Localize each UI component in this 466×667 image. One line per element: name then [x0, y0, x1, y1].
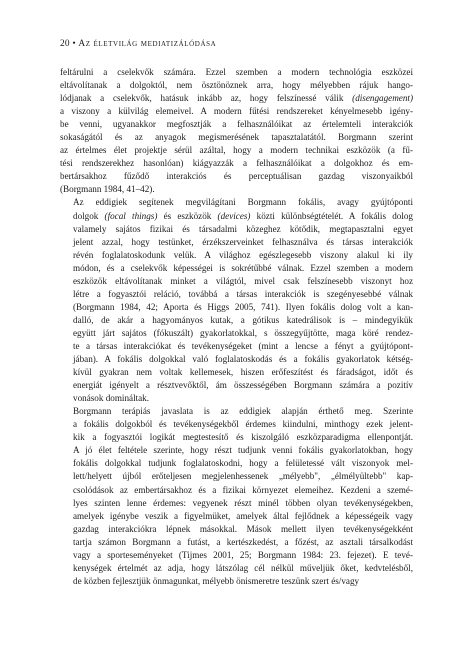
text-line: de közben fejlesztjük önmagunkat, mélyebb önismeretre teszünk szert és/vagy: [73, 575, 360, 586]
text-line: eszközök eltávolítanak minket a világtól, mivel csak felszínesebb viszonyt hoz: [73, 275, 413, 286]
text-line: dolgok (focal things) és eszközök (devices) közti különbségtételét. A fokális dolog: [73, 210, 413, 221]
text-line: révén foglalatoskodunk velük. A világhoz egészlegesebb viszony alakul ki ily: [73, 249, 413, 260]
header-separator: •: [72, 39, 76, 49]
text-line: energiát igényelt a résztvevőktől, ám összességében Borgmann számára a pozitív: [73, 380, 413, 391]
text-line: te a társas interakciókat és tevékenységeket (mint a lencse a fényt a gyújtópont-: [73, 340, 413, 351]
text-line: lyes szinten lenne érdemes: vegyenek részt minél többen olyan tevékenységekben,: [73, 497, 413, 508]
text-line: fokális dolgokkal tudjunk foglalatoskodni, hogy a felületessé vált viszonyok mel-: [73, 458, 413, 469]
text-line: tartja számon Borgmann a futást, a kertészkedést, a főzést, az asztali társalkodást: [73, 536, 413, 547]
text-line: bertársakhoz fűződő interakciós és perceptuálisan gazdag viszonyaikból: [60, 171, 413, 182]
text-line: feltárulni a cselekvők számára. Ezzel szemben a modern technológia eszközei: [60, 67, 413, 77]
text-line: gazdag interakciókra lépnek másokkal. Mások mellett ilyen tevékenységekként: [73, 523, 413, 534]
text-line: együtt járt sajátos (fókuszált) gyakorlatokkal, s összegyűjtötte, maga köré rendez-: [73, 327, 413, 338]
running-head: [60, 39, 216, 49]
text-line: vonások domináltak.: [73, 393, 150, 404]
text-line: (Borgmann 1984, 42; Aporta és Higgs 2005, 741). Ilyen fokális dolog volt a kan-: [73, 301, 413, 312]
text-line: amelyek igénybe veszik a figyelmüket, amelyek által fejlődnek a képességeik vagy: [73, 510, 413, 521]
text-line: (Borgmann 1984, 41–42).: [60, 184, 155, 195]
text-line: a viszony a külvilág elemeivel. A modern fűtési rendszereket kényelmesebb igény-: [60, 106, 413, 117]
text-line: tési rendszerekhez hasonlóan) kiágyazzák a felhasználóikat a dolgokhoz és em-: [60, 158, 413, 169]
page-number: 20: [60, 39, 70, 49]
text-line: csolódások az embertársakhoz és a fizikai környezet elemeihez. Kezdeni a szemé-: [73, 484, 413, 495]
text-line: A jó élet feltétele szerinte, hogy részt tudjunk venni fokális gyakorlatokban, hogy: [73, 445, 413, 456]
running-title: Az életvilág mediatizálódása: [78, 39, 217, 49]
text-line: a fokális dolgokból és tevékenységekből érdemes kiindulni, minthogy ezek jelent-: [73, 419, 413, 430]
paragraph-1: [60, 66, 413, 196]
text-line: lett/helyett újból erőteljesen megjelenhessenek „mélyebb", „élmélyültebb" kap-: [73, 471, 413, 482]
paragraph-3: [60, 405, 413, 588]
text-line: kik a fogyasztói logikát megtestesítő és kiszolgáló eszközparadigma ellenpontját.: [73, 432, 413, 443]
text-line: jelent azzal, hogy testünket, érzékszerveinket felhasználva és társas interakciók: [73, 236, 413, 247]
text-line: Az eddigiek segítenek megvilágítani Borgmann fokális, avagy gyújtóponti: [73, 197, 413, 208]
text-line: be venni, ugyanakkor megfosztják a felhasználóikat az értelemteli interakciók: [60, 119, 413, 130]
text-line: eltávolítanak a dolgoktól, nem ösztönöznek arra, hogy mélyebben rájuk hango-: [60, 80, 413, 91]
text-line: jában). A fokális dolgokkal való foglalatoskodás és a fokális gyakorlatok kétség-: [73, 354, 413, 365]
text-line: létre a fogyasztói reláció, továbbá a társas interakciók is szegényesebbé válnak: [73, 288, 413, 299]
text-line: dalló, de akár a hagyományos kutak, a gótikus katedrálisok is – mindegyikük: [73, 314, 413, 325]
text-line: kívül gyakran nem voltak kellemesek, hiszen erőfeszítést és fáradságot, időt és: [73, 367, 413, 378]
text-line: vagy a sporteseményeket (Tijmes 2001, 25; Borgmann 1984: 23. fejezet). E tevé-: [73, 549, 413, 560]
body-text: [60, 66, 413, 588]
text-line: valamely sajátos fizikai és társadalmi közeghez kötődik, megtapasztalni egyet: [73, 223, 413, 234]
text-line: Borgmann terápiás javaslata is az eddigiek alapján érthető meg. Szerinte: [73, 406, 413, 417]
text-line: kenységek értelmét az adja, hogy látszólag cél nélkül műveljük őket, kedvtelésből,: [73, 562, 413, 573]
text-line: az értelmes élet projektje sérül azáltal, hogy a modern technikai eszközök (a fű-: [60, 145, 413, 156]
text-line: sokaságától és az anyagok megismerésének tapasztalatától. Borgmann szerint: [60, 132, 413, 143]
text-line: módon, és a cselekvők képességei is sokrétűbbé válnak. Ezzel szemben a modern: [73, 262, 413, 273]
text-line: lódjanak a cselekvők, hatásuk inkább az, hogy felszínessé válik (disengagement): [60, 93, 413, 104]
paragraph-2: [60, 196, 413, 405]
